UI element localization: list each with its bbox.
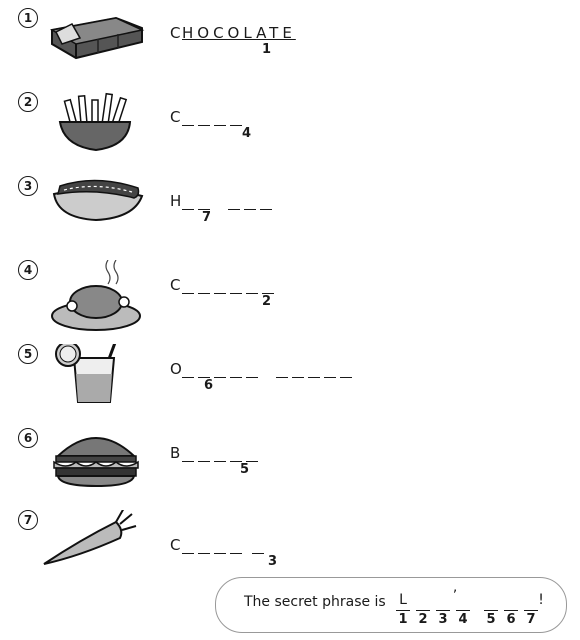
answer-word [170,108,246,126]
secret-blank [436,610,450,611]
item-row-6 [0,428,580,508]
secret-blank [504,610,518,611]
secret-blank [396,610,410,611]
item-row-5 [0,344,580,424]
secret-number: 3 [438,612,448,627]
secret-exclamation: ! [538,592,544,608]
item-number: 4 [18,260,38,280]
secret-number: 2 [418,612,428,627]
secret-phrase-box [215,577,567,633]
secret-blank [524,610,538,611]
item-number: 2 [18,92,38,112]
burger-icon [46,428,146,508]
first-letter: O [170,360,182,378]
carrot-icon [40,510,140,590]
first-letter: C [170,108,181,126]
clue-number: 3 [268,554,278,569]
item-number: 6 [18,428,38,448]
answer-word [170,444,262,462]
answer-word [170,536,268,554]
secret-number: 7 [526,612,536,627]
secret-blank [484,610,498,611]
item-number: 7 [18,510,38,530]
clue-number: 6 [204,378,214,393]
filled-letters: HOCOLATE [182,24,296,42]
item-row-4 [0,260,580,340]
answer-word [170,360,356,378]
first-letter: B [170,444,181,462]
fries-icon [46,92,146,172]
clue-number: 2 [262,294,272,309]
clue-number: 4 [242,126,252,141]
secret-apostrophe: ’ [452,588,458,604]
orange-juice-icon [46,344,146,424]
secret-number: 6 [506,612,516,627]
secret-number: 4 [458,612,468,627]
secret-number: 5 [486,612,496,627]
hotdog-icon [46,176,146,256]
first-letter: C [170,276,181,294]
first-letter: C [170,536,181,554]
secret-first-letter: L [399,592,407,608]
secret-blank [456,610,470,611]
item-row-1 [0,8,580,88]
item-number: 5 [18,344,38,364]
answer-word [170,276,278,294]
chocolate-bar-icon [46,8,146,88]
roast-chicken-icon [46,260,146,340]
item-row-3 [0,176,580,256]
secret-blank [416,610,430,611]
clue-number: 1 [262,42,272,57]
first-letter: H [170,192,182,210]
item-number: 3 [18,176,38,196]
secret-number: 1 [398,612,408,627]
clue-number: 7 [202,210,212,225]
clue-number: 5 [240,462,250,477]
item-number: 1 [18,8,38,28]
answer-word [170,192,276,210]
secret-phrase-label: The secret phrase is [244,594,386,610]
first-letter: C [170,24,181,42]
answer-word [170,24,296,42]
item-row-2 [0,92,580,172]
